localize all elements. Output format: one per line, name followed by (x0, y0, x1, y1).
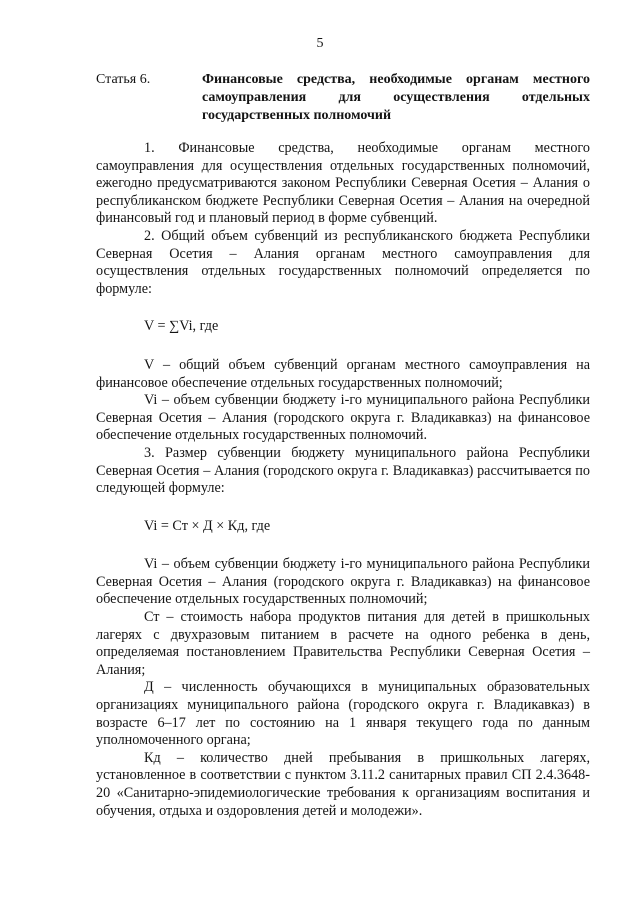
definition-kd: Кд – количество дней пребывания в пришкольных лагерях, установленное в соответствии с пунктом 3.11.2 санитарных правил СП 2.4.3648-20 «Санитарно-эпидемиологические требования к организациям воспитания и обучения, отдыха и оздоровления детей и молодежи». (96, 749, 590, 819)
article-body (96, 140, 590, 820)
paragraph-1: 1. Финансовые средства, необходимые органам местного самоуправления для осуществления отдельных государственных полномочий, ежегодно предусматриваются законом Республики Северная Осетия – Алания о республиканском бюджете Республики Северная Осетия – Алания на очередной финансовый год и плановый период в форме субвенций. (96, 140, 590, 227)
definition-v: V – общий объем субвенций органам местного самоуправления на финансовое обеспечение отдельных государственных полномочий; (96, 356, 590, 391)
formula-district-subvention: Vi = Ст × Д × Кд, где (144, 517, 271, 534)
definition-vi-2: Vi – объем субвенции бюджету i-го муниципального района Республики Северная Осетия – Алания (городского округа г. Владикавказ) на финансовое обеспечение отдельных государственных полномочий; (96, 556, 590, 608)
definition-st: Ст – стоимость набора продуктов питания для детей в пришкольных лагерях с двухразовым питанием в расчете на одного ребенка в день, определяемая постановлением Правительства Республики Северная Осетия – Алания; (96, 609, 590, 678)
paragraph-3: 3. Размер субвенции бюджету муниципального района Республики Северная Осетия – Алания (городского округа г. Владикавказ) рассчитывается по следующей формуле: (96, 444, 590, 497)
definition-vi: Vi – объем субвенции бюджету i-го муниципального района Республики Северная Осетия – Алания (городского округа г. Владикавказ) на финансовое обеспечение отдельных государственных полномочий. (96, 392, 590, 444)
article-heading (96, 71, 590, 125)
definition-d: Д – численность обучающихся в муниципальных образовательных организациях муниципального района (городского округа г. Владикавказ) в возрасте 6–17 лет по состоянию на 1 января текущего года по данным уполномоченного органа; (96, 679, 590, 749)
formula-total-subvention: V = ∑Vi, где (144, 318, 219, 335)
article-title: Финансовые средства, необходимые органам местного самоуправления для осуществления отдельных государственных полномочий (202, 72, 590, 123)
paragraph-2: 2. Общий объем субвенций из республиканского бюджета Республики Северная Осетия – Алания органам местного самоуправления для осуществления отдельных государственных полномочий определяется по формуле: (96, 227, 590, 297)
page-number: 5 (316, 36, 324, 51)
article-label: Статья 6. (96, 72, 151, 87)
